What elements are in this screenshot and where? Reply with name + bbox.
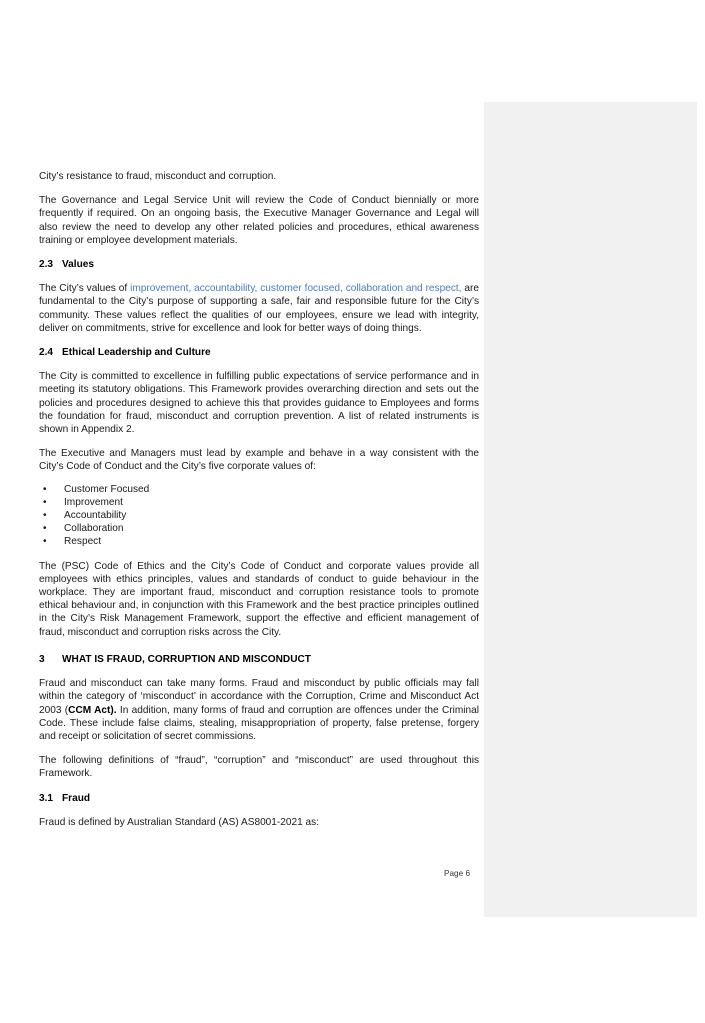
paragraph-fraud-definition-intro: Fraud is defined by Australian Standard (AS) AS8001-2021 as: [39, 816, 319, 828]
list-item: • Collaboration [39, 522, 479, 535]
heading-2-3-values [39, 258, 479, 271]
paragraph-executive-managers: The Executive and Managers must lead by example and behave in a way consistent with the City’s Code of Conduct and the City’s five corporate values of: [39, 448, 479, 473]
paragraph-continued: City’s resistance to fraud, misconduct and corruption. [39, 171, 277, 182]
corporate-values-list [39, 483, 479, 549]
paragraph-psc-code-of-ethics: The (PSC) Code of Ethics and the City’s Code of Conduct and corporate values provide all employees with ethics principles, values and standards of conduct to guide behaviour in the workplace. They are important fraud, misconduct and corruption resistance tools to promote ethical behaviour and, in conjunction with this Framework and the best practice principles outlined in the City’s Risk Management Framework, support the effective and efficient management of fraud, misconduct and corruption risks across the City. [39, 560, 479, 638]
values-rest-text: are fundamental to the City’s purpose of supporting a safe, fair and responsible future for the City’s community. These values reflect the qualities of our employees, ensure we lead with integrity, deliver on commitments, strive for excellence and look for better ways of doing things. [39, 283, 479, 334]
page-number-label: Page 6 [444, 869, 470, 878]
paragraph-fraud-forms [39, 677, 479, 743]
heading-number: 3 [39, 653, 45, 665]
paragraph-city-values [39, 282, 479, 335]
values-lead-text: The City’s values of [39, 283, 131, 295]
fraud-forms-rest-text: In addition, many forms of fraud and corruption are offences under the Criminal Code. These include false claims, stealing, misappropriation of property, false pretense, forgery and receipt or solicitation of secret commissions. [39, 704, 479, 742]
paragraph-code-of-conduct-review: The Governance and Legal Service Unit will review the Code of Conduct biennially or more frequently if required. On an ongoing basis, the Executive Manager Governance and Legal will also review the need to develop any other related policies and procedures, ethical awareness training or employee development materials. [39, 195, 479, 246]
list-item: • Customer Focused [39, 483, 479, 496]
heading-title: Values [62, 259, 94, 271]
paragraph-definitions-intro: The following definitions of “fraud”, “corruption” and “misconduct” are used throughout this Framework. [39, 755, 479, 780]
heading-3-what-is-fraud [39, 653, 479, 666]
list-item: • Accountability [39, 509, 479, 522]
heading-title: WHAT IS FRAUD, CORRUPTION AND MISCONDUCT [62, 653, 311, 665]
list-item: • Respect [39, 535, 479, 548]
page-footer [39, 863, 479, 881]
fraud-forms-bold-text: CCM Act). [68, 704, 117, 716]
paragraph-commitment-to-excellence: The City is committed to excellence in fulfilling public expectations of service performance and in meeting its statutory obligations. This Framework provides overarching direction and sets out the policies and procedures designed to achieve this that provides guidance to Employees and forms the foundation for fraud, misconduct and corruption prevention. A list of related instruments is shown in Appendix 2. [39, 371, 479, 436]
adjacent-page-background [484, 102, 697, 917]
heading-3-1-fraud [39, 792, 479, 805]
heading-number: 2.3 [39, 259, 54, 271]
heading-number: 3.1 [39, 792, 54, 804]
fraud-forms-lead-text: Fraud and misconduct can take many forms. Fraud and misconduct by public officials may fall within the category of ‘misconduct’ in accordance with the Corruption, Crime and Misconduct Act 2003 ( [39, 678, 479, 716]
heading-number: 2.4 [39, 347, 54, 359]
heading-title: Ethical Leadership and Culture [62, 347, 211, 359]
heading-2-4-ethical-leadership [39, 346, 479, 359]
list-item: • Improvement [39, 496, 479, 509]
heading-title: Fraud [62, 792, 91, 804]
values-accent-text: improvement, accountability, customer focused, collaboration and respect, [130, 283, 462, 295]
document-body [39, 170, 479, 840]
